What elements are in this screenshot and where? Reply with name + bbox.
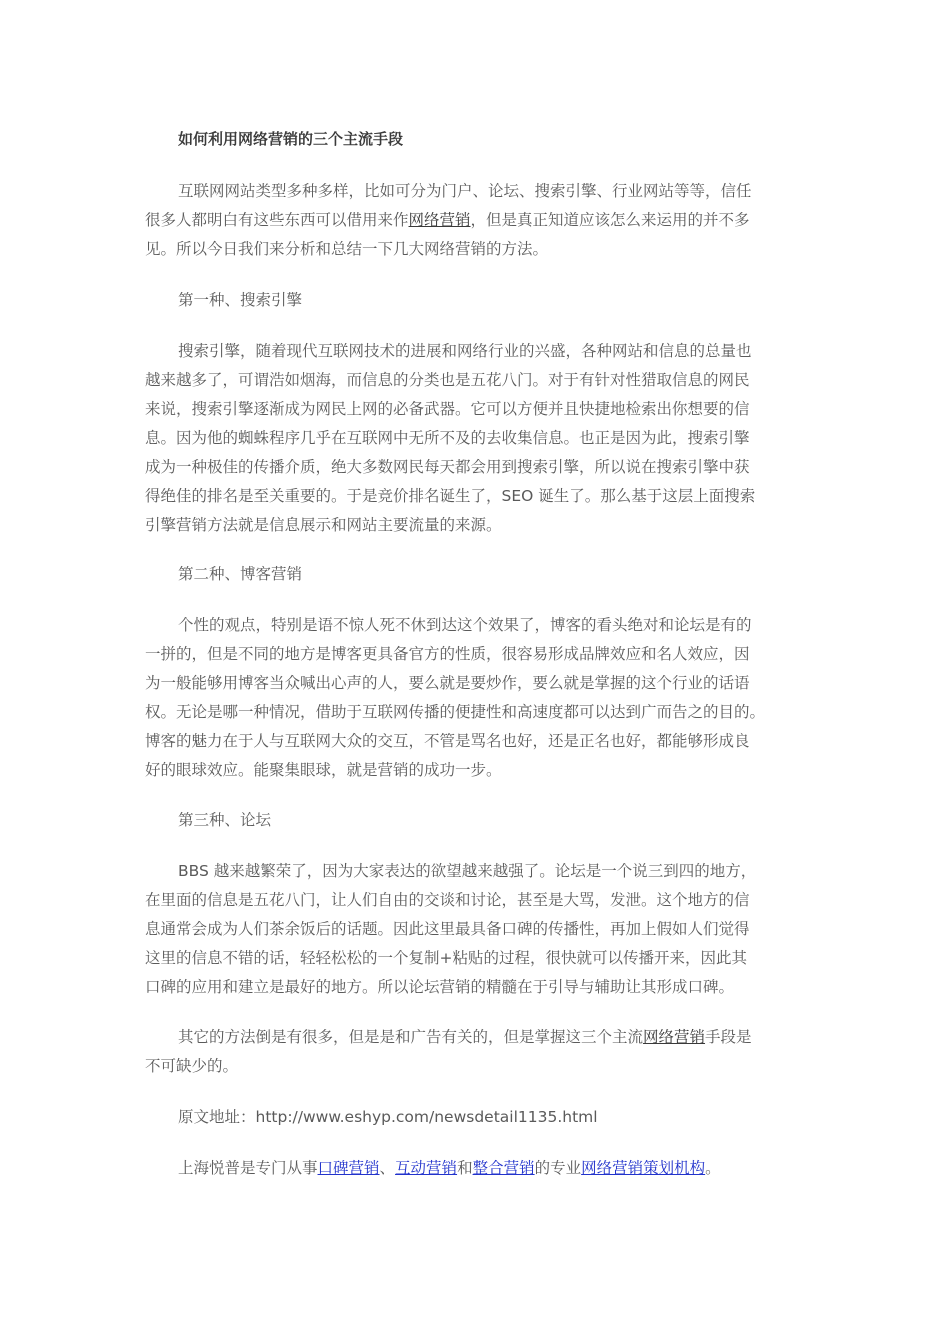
section2-paragraph <box>145 611 810 785</box>
integrated-marketing-link[interactable]: 整合营销 <box>472 1159 535 1177</box>
source-label: 原文地址： <box>178 1108 256 1126</box>
paragraph-line: 博客的魅力在于人与互联网大众的交互，不管是骂名也好，还是正名也好，都能够形成良 <box>145 732 750 750</box>
closing-text: 手段是 <box>705 1028 752 1046</box>
network-marketing-link[interactable]: 网络营销 <box>408 211 471 229</box>
footer-text: 。 <box>705 1159 721 1177</box>
footer-text: 的专业 <box>534 1159 582 1177</box>
closing-text: 其它的方法倒是有很多，但是是和广告有关的，但是掌握这三个主流 <box>178 1028 644 1046</box>
paragraph-line: 息通常会成为人们茶余饭后的话题。因此这里最具备口碑的传播性，再加上假如人们觉得 <box>145 920 750 938</box>
paragraph-line: 个性的观点，特别是语不惊人死不休到达这个效果了，博客的看头绝对和论坛是有的 <box>178 616 752 634</box>
section1-paragraph <box>145 337 810 540</box>
paragraph-line: 为一般能够用博客当众喊出心声的人，要么就是要炒作，要么就是掌握的这个行业的话语 <box>145 674 750 692</box>
word-of-mouth-marketing-link[interactable]: 口碑营销 <box>317 1159 380 1177</box>
paragraph-line: 成为一种极佳的传播介质，绝大多数网民每天都会用到搜索引擎，所以说在搜索引擎中获 <box>145 458 750 476</box>
intro-paragraph <box>145 177 810 264</box>
paragraph-line: 引擎营销方法就是信息展示和网站主要流量的来源。 <box>145 516 502 534</box>
paragraph-line: 这里的信息不错的话，轻轻松松的一个复制+粘贴的过程，很快就可以传播开来，因此其 <box>145 949 747 967</box>
intro-line: 互联网网站类型多种多样，比如可分为门户、论坛、搜索引擎、行业网站等等，信任 <box>178 182 752 200</box>
paragraph-line: 越来越多了，可谓浩如烟海，而信息的分类也是五花八门。对于有针对性猎取信息的网民 <box>145 371 750 389</box>
paragraph-line: 权。无论是哪一种情况，借助于互联网传播的便捷性和高速度都可以达到广而告之的目的。 <box>145 703 766 721</box>
interactive-marketing-link[interactable]: 互动营销 <box>395 1159 458 1177</box>
source-line <box>178 1105 598 1127</box>
paragraph-line: 息。因为他的蜘蛛程序几乎在互联网中无所不及的去收集信息。也正是因为此，搜索引擎 <box>145 429 750 447</box>
paragraph-line: 来说，搜索引擎逐渐成为网民上网的必备武器。它可以方便并且快捷地检索出你想要的信 <box>145 400 750 418</box>
paragraph-line: 一拼的，但是不同的地方是博客更具备官方的性质，很容易形成品牌效应和名人效应，因 <box>145 645 750 663</box>
footer-text: 、 <box>379 1159 396 1177</box>
company-footer <box>178 1156 721 1178</box>
paragraph-line: 搜索引擎，随着现代互联网技术的进展和网络行业的兴盛，各种网站和信息的总量也 <box>178 342 752 360</box>
intro-line: 见。所以今日我们来分析和总结一下几大网络营销的方法。 <box>145 240 549 258</box>
section3-paragraph <box>145 857 810 1002</box>
paragraph-line: 得绝佳的排名是至关重要的。于是竞价排名诞生了，SEO 诞生了。那么基于这层上面搜索 <box>145 487 756 505</box>
network-marketing-link[interactable]: 网络营销 <box>643 1028 706 1046</box>
article-title: 如何利用网络营销的三个主流手段 <box>178 130 404 148</box>
closing-paragraph <box>145 1023 810 1081</box>
intro-line <box>145 206 810 235</box>
section-heading-forum: 第三种、论坛 <box>178 811 272 829</box>
paragraph-line: 在里面的信息是五花八门，让人们自由的交谈和讨论，甚至是大骂，发泄。这个地方的信 <box>145 891 750 909</box>
footer-text: 和 <box>457 1159 473 1177</box>
paragraph-line: 口碑的应用和建立是最好的地方。所以论坛营销的精髓在于引导与辅助让其形成口碑。 <box>145 978 735 996</box>
intro-text: 很多人都明白有这些东西可以借用来作 <box>145 211 409 229</box>
closing-line <box>145 1023 810 1052</box>
intro-text: ，但是真正知道应该怎么来运用的并不多 <box>470 211 750 229</box>
section-heading-blog-marketing: 第二种、博客营销 <box>178 565 303 583</box>
footer-text: 上海悦普是专门从事 <box>178 1159 318 1177</box>
section-heading-search-engine: 第一种、搜索引擎 <box>178 291 303 309</box>
source-url: http://www.eshyp.com/newsdetail1135.html <box>255 1108 598 1126</box>
network-marketing-agency-link[interactable]: 网络营销策划机构 <box>581 1159 706 1177</box>
closing-line: 不可缺少的。 <box>145 1057 239 1075</box>
paragraph-line: BBS 越来越繁荣了，因为大家表达的欲望越来越强了。论坛是一个说三到四的地方， <box>178 862 757 880</box>
paragraph-line: 好的眼球效应。能聚集眼球，就是营销的成功一步。 <box>145 761 502 779</box>
